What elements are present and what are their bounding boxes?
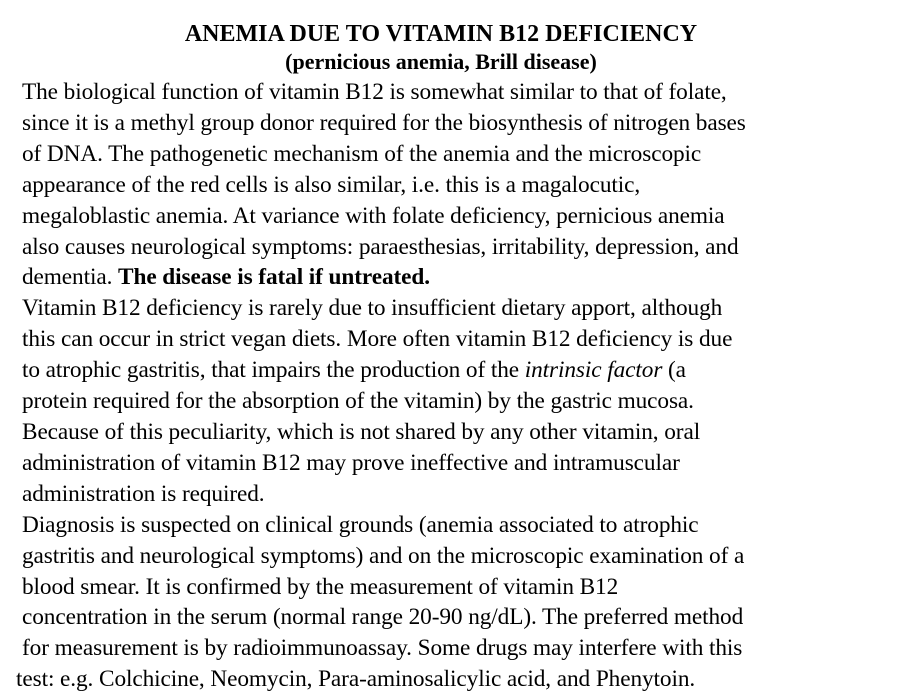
text-segment: (a	[662, 357, 686, 384]
text-line: gastritis and neurological symptoms) and on the microscopic examination of a	[22, 542, 745, 569]
text-line: appearance of the red cells is also similar, i.e. this is a magalocutic,	[22, 171, 641, 198]
text-line: this can occur in strict vegan diets. More often vitamin B12 deficiency is due	[22, 326, 733, 353]
paragraph-deficiency-causes	[22, 293, 888, 509]
text-line: administration of vitamin B12 may prove ineffective and intramuscular	[22, 449, 680, 476]
text-line: for measurement is by radioimmunoassay. Some drugs may interfere with this	[22, 635, 743, 662]
paragraph-diagnosis	[16, 510, 888, 695]
text-line: The biological function of vitamin B12 is somewhat similar to that of folate,	[22, 79, 727, 105]
text-segment: to atrophic gastritis, that impairs the production of the	[22, 357, 525, 384]
paragraph-biological-function	[22, 77, 888, 293]
text-line	[22, 355, 888, 386]
intrinsic-factor-term: intrinsic factor	[524, 357, 663, 384]
document-title: ANEMIA DUE TO VITAMIN B12 DEFICIENCY	[184, 21, 698, 47]
text-line: blood smear. It is confirmed by the measurement of vitamin B12	[22, 573, 619, 600]
text-line: Because of this peculiarity, which is not shared by any other vitamin, oral	[22, 418, 701, 445]
text-line: of DNA. The pathogenetic mechanism of the anemia and the microscopic	[22, 140, 702, 167]
text-line	[22, 262, 888, 293]
fatal-warning: The disease is fatal if untreated.	[118, 264, 431, 291]
text-line: Vitamin B12 deficiency is rarely due to insufficient dietary apport, although	[22, 295, 723, 322]
text-line: test: e.g. Colchicine, Neomycin, Para-aminosalicylic acid, and Phenytoin.	[16, 666, 696, 693]
document-page	[16, 20, 888, 695]
document-subtitle: (pernicious anemia, Brill disease)	[285, 49, 597, 74]
text-line: Diagnosis is suspected on clinical grounds (anemia associated to atrophic	[22, 511, 699, 538]
text-line: also causes neurological symptoms: paraesthesias, irritability, depression, and	[22, 233, 739, 260]
text-line: protein required for the absorption of the vitamin) by the gastric mucosa.	[22, 388, 694, 415]
text-line: administration is required.	[22, 480, 265, 507]
text-segment: dementia.	[22, 264, 119, 291]
text-line: since it is a methyl group donor required for the biosynthesis of nitrogen bases	[22, 109, 746, 136]
text-line: megaloblastic anemia. At variance with folate deficiency, pernicious anemia	[22, 202, 725, 229]
text-line: concentration in the serum (normal range 20-90 ng/dL). The preferred method	[22, 604, 744, 631]
